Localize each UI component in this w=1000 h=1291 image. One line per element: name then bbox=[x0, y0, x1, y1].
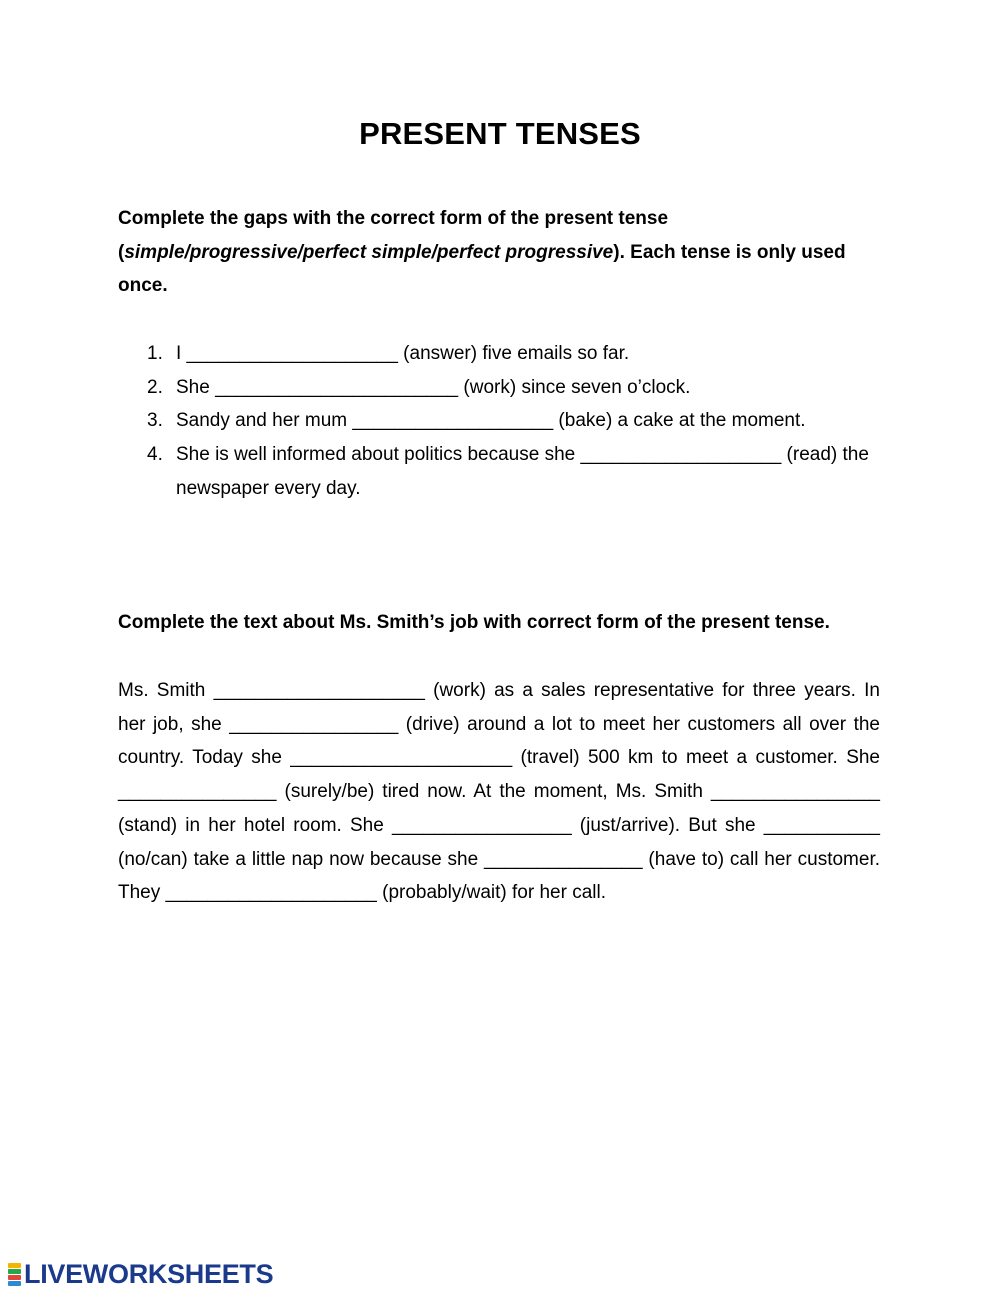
passage-text: Ms. Smith ____________________ (work) as a sales representative for three years. In her job, she ________________ (drive) around a lot to meet her customers all over the country. Today she _____________________ (travel) 500 km to meet a customer. She _______________ (surely/be) tired now. At the moment, Ms. Smith ________________ (stand) in her hotel room. She _________________ (just/arrive). But she ___________ (no/can) take a little nap now because she _______________ (have to) call her customer. They ____________________ (probably/wait) for her call. bbox=[118, 680, 880, 904]
logo-mark-bar bbox=[8, 1281, 21, 1286]
logo-mark-bar bbox=[8, 1275, 21, 1280]
liveworksheets-logo bbox=[8, 1259, 273, 1289]
exercise-number: 4. bbox=[147, 444, 163, 466]
logo-mark-bar bbox=[8, 1269, 21, 1274]
logo-mark-bar bbox=[8, 1263, 21, 1268]
instruction-1 bbox=[118, 202, 888, 303]
logo-mark-icon bbox=[8, 1263, 21, 1286]
exercise-item-3 bbox=[118, 404, 888, 438]
exercise-text: I ____________________ (answer) five emails so far. bbox=[176, 343, 630, 364]
instruction-1-emphasis: simple/progressive/perfect simple/perfect progressive bbox=[124, 241, 614, 263]
exercise-item-1 bbox=[118, 337, 888, 371]
exercise-number: 1. bbox=[147, 343, 163, 364]
instruction-1-prefix: Complete the gaps with the correct form of the present tense ( bbox=[118, 208, 669, 263]
instruction-1-suffix: ). Each tense is only used once. bbox=[118, 241, 846, 297]
exercise-item-2 bbox=[118, 371, 888, 405]
exercise-text: Sandy and her mum ___________________ (bake) a cake at the moment. bbox=[176, 410, 806, 432]
logo-text: LIVEWORKSHEETS bbox=[24, 1258, 274, 1289]
page-title: PRESENT TENSES bbox=[359, 116, 641, 151]
exercise-list bbox=[118, 337, 888, 506]
exercise-number: 3. bbox=[147, 410, 163, 432]
exercise-text: She is well informed about politics because she ___________________ (read) the newspaper every day. bbox=[176, 444, 869, 499]
instruction-2: Complete the text about Ms. Smith’s job with correct form of the present tense. bbox=[118, 612, 830, 633]
exercise-number: 2. bbox=[147, 376, 163, 398]
exercise-text: She _______________________ (work) since seven o’clock. bbox=[176, 376, 691, 398]
exercise-item-4 bbox=[118, 438, 888, 505]
